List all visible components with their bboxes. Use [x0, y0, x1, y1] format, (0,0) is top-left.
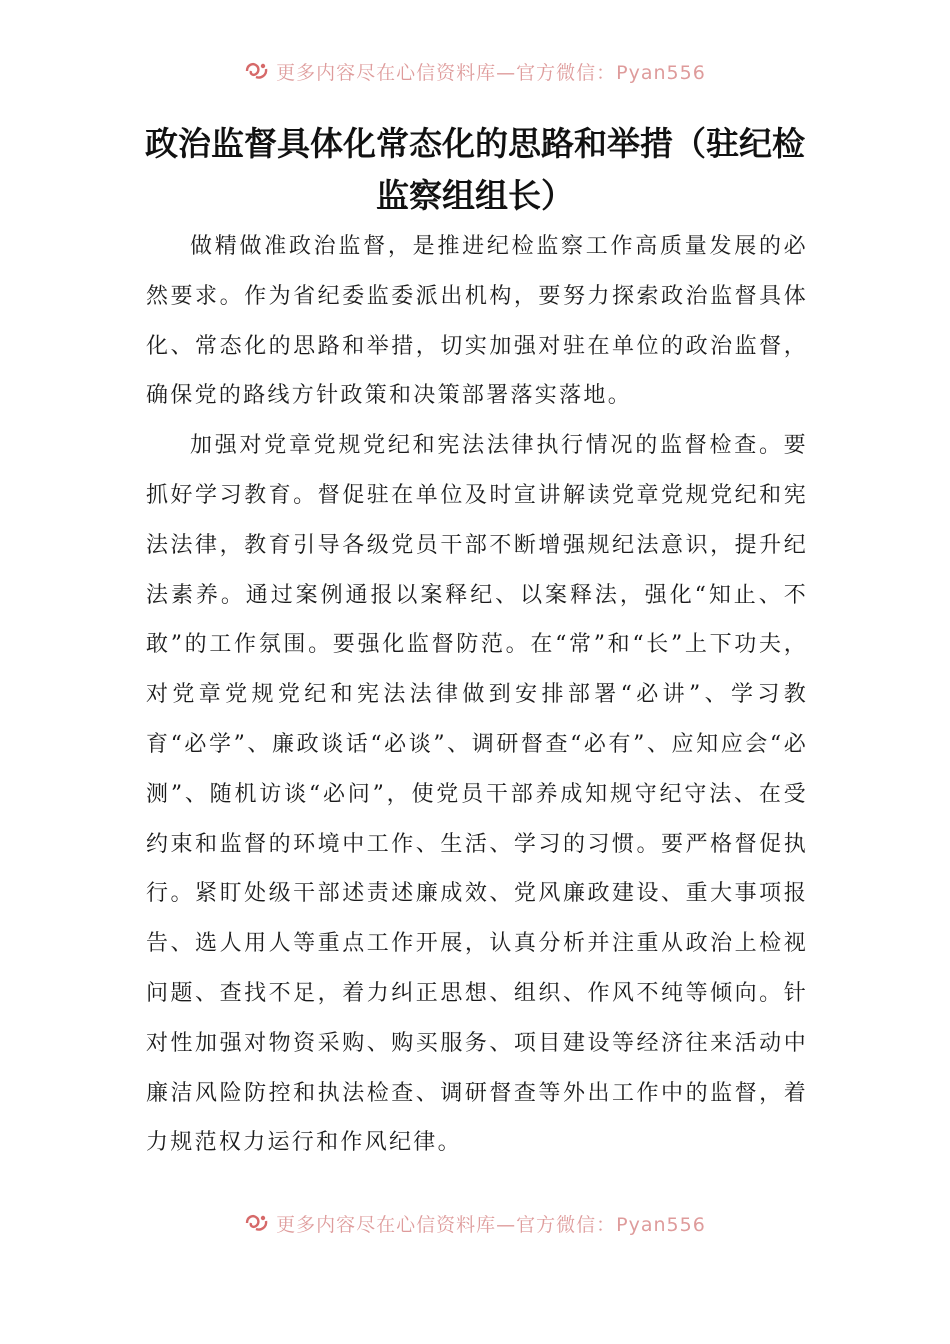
watermark-text: 更多内容尽在心信资料库—官方微信：Pyan556 — [276, 1213, 706, 1236]
watermark-text: 更多内容尽在心信资料库—官方微信：Pyan556 — [276, 61, 706, 84]
document-title: 政治监督具体化常态化的思路和举措（驻纪检监察组组长） — [145, 124, 805, 215]
paragraph-1: 做精做准政治监督，是推进纪检监察工作高质量发展的必然要求。作为省纪委监委派出机构，要努力探索政治监督具体化、常态化的思路和举措，切实加强对驻在单位的政治监督，确保党的路线方针政策和决策部署落实落地。 — [146, 234, 808, 409]
document-body — [146, 222, 808, 1168]
brand-logo-icon — [244, 60, 270, 82]
paragraph-2: 加强对党章党规党纪和宪法法律执行情况的监督检查。要抓好学习教育。督促驻在单位及时宣讲解读党章党规党纪和宪法法律，教育引导各级党员干部不断增强规纪法意识，提升纪法素养。通过案例通报以案释纪、以案释法，强化“知止、不敢”的工作氛围。要强化监督防范。在“常”和“长”上下功夫，对党章党规党纪和宪法法律做到安排部署“必讲”、学习教育“必学”、廉政谈话“必谈”、调研督查“必有”、应知应会“必测”、随机访谈“必问”，使党员干部养成知规守纪守法、在受约束和监督的环境中工作、生活、学习的习惯。要严格督促执行。紧盯处级干部述责述廉成效、党风廉政建设、重大事项报告、选人用人等重点工作开展，认真分析并注重从政治上检视问题、查找不足，着力纠正思想、组织、作风不纯等倾向。针对性加强对物资采购、购买服务、项目建设等经济往来活动中廉洁风险防控和执法检查、调研督查等外出工作中的监督，着力规范权力运行和作风纪律。 — [146, 433, 808, 1156]
watermark-header — [0, 56, 950, 86]
brand-logo-icon — [244, 1212, 270, 1234]
watermark-footer — [0, 1208, 950, 1238]
